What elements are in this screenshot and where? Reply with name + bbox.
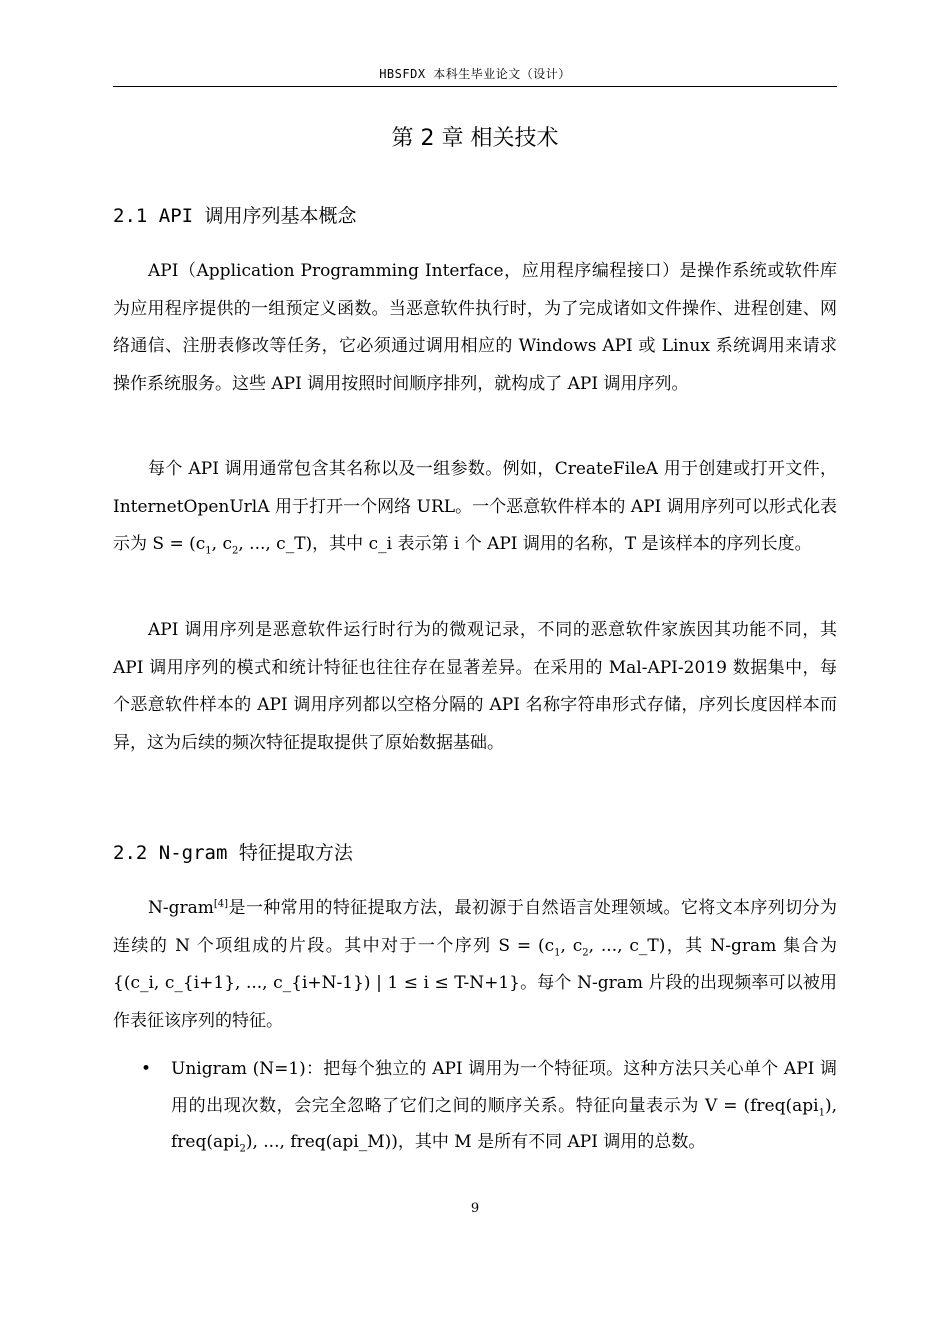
- text-run: , c: [211, 534, 232, 554]
- text-run: Unigram (N=1)：把每个独立的 API 调用为一个特征项。这种方法只关心单个 API 调用的出现次数，会完全忽略了它们之间的顺序关系。特征向量表示为 V = (freq(api: [171, 1059, 837, 1116]
- text-run: 是一种常用的特征提取方法，最初源于自然语言处理领域。它将文本序列切分为连续的 N 个项组成的片段。其中对于一个序列 S = (c: [113, 898, 837, 956]
- bullet-list: [113, 1051, 837, 1161]
- section-heading-2-2: [113, 840, 837, 866]
- chapter-title: 第 2 章 相关技术: [391, 126, 559, 151]
- text-run: ), ..., freq(api_M))，其中 M 是所有不同 API 调用的总数。: [245, 1132, 706, 1152]
- list-item: [113, 1051, 837, 1161]
- header-text: HBSFDX 本科生毕业论文（设计）: [379, 67, 571, 81]
- paragraph-api-sequence-form: [113, 451, 837, 564]
- page-header: [113, 66, 837, 87]
- subscript: 1: [205, 545, 212, 557]
- paragraph-api-sequence-dataset: API 调用序列是恶意软件运行时行为的微观记录，不同的恶意软件家族因其功能不同，其 API 调用序列的模式和统计特征也往往存在显著差异。在采用的 Mal-API-2019 数据集中，每个恶意软件样本的 API 调用序列都以空格分隔的 API 名称字符串形式存储，序列长度因样本而异，这为后续的频次特征提取提供了原始数据基础。: [113, 620, 837, 753]
- text-run: N-gram: [148, 898, 214, 918]
- paragraph-ngram-definition: [113, 890, 837, 1040]
- text-run: 每个 API 调用通常包含其名称以及一组参数。例如，CreateFileA 用于创建或打开文件，InternetOpenUrlA 用于打开一个网络 URL。一个恶意软件样本的 API 调用序列可以形式化表示为 S = (c: [113, 459, 837, 554]
- text-run: , ..., c_T)，其中 c_i 表示第 i 个 API 调用的名称，T 是该样本的序列长度。: [238, 534, 812, 554]
- text-run: ), freq(api: [171, 1095, 837, 1152]
- bullet-marker: •: [141, 1059, 152, 1079]
- citation-marker: [4]: [213, 898, 229, 910]
- paragraph-api-definition: API（Application Programming Interface，应用程序编程接口）是操作系统或软件库为应用程序提供的一组预定义函数。当恶意软件执行时，为了完成诸如文件操作、进程创建、网络通信、注册表修改等任务，它必须通过调用相应的 Windows API 或 Linux 系统调用来请求操作系统服务。这些 API 调用按照时间顺序排列，就构成了 API 调用序列。: [113, 261, 837, 394]
- section-number: 2.2: [113, 842, 148, 864]
- subscript: 1: [554, 946, 561, 958]
- section-title: N-gram 特征提取方法: [158, 842, 353, 864]
- subscript: 2: [582, 946, 589, 958]
- text-run: , c: [560, 935, 583, 956]
- section-number: 2.1: [113, 205, 148, 227]
- section-title: API 调用序列基本概念: [158, 205, 357, 227]
- page-number: 9: [470, 1201, 480, 1216]
- subscript: 2: [239, 1143, 246, 1155]
- text-run: , ..., c_T)，其 N-gram 集合为 {(c_i, c_{i+1}, ..., c_{i+N-1}) | 1 ≤ i ≤ T-N+1}。每个 N-gram 片段的出现频率可以被用作表征该序列的特征。: [113, 935, 837, 1031]
- subscript: 2: [231, 545, 239, 557]
- subscript: 1: [818, 1106, 825, 1118]
- section-heading-2-1: [113, 203, 837, 229]
